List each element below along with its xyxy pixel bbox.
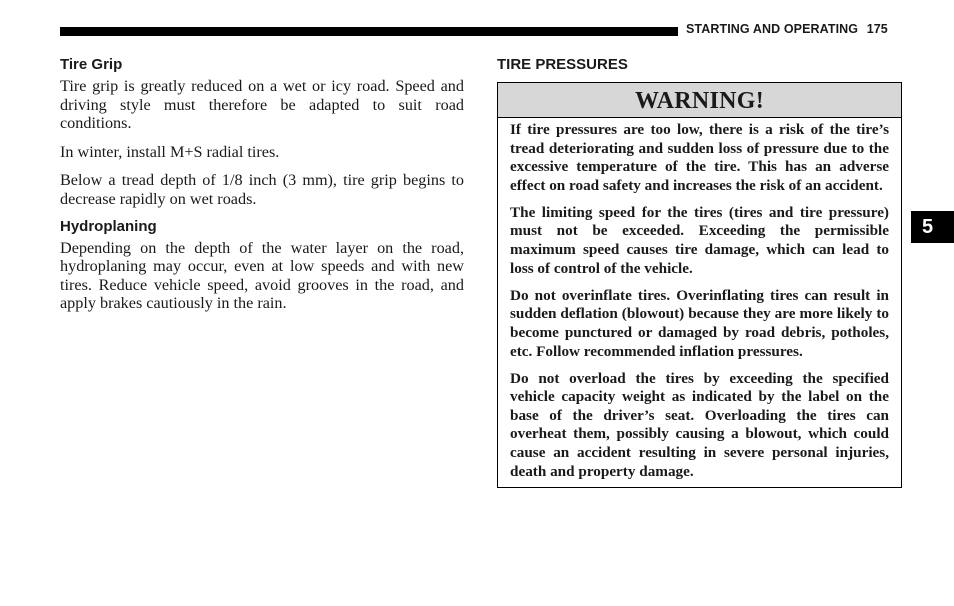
tire-pressures-heading: TIRE PRESSURES <box>497 56 628 73</box>
right-column <box>497 55 901 488</box>
warning-paragraph-2: The limiting speed for the tires (tires and tire pressure) must not be exceeded. Exceeding the permissible maximum speed causes tire damage, which can lead to loss of control of the vehicle. <box>510 203 889 277</box>
warning-title: WARNING! <box>498 83 901 118</box>
section-title: STARTING AND OPERATING <box>686 22 859 36</box>
header-rule <box>60 27 678 36</box>
warning-box <box>497 82 902 488</box>
warning-paragraph-4: Do not overload the tires by exceeding the specified vehicle capacity weight as indicated by the label on the base of the driver’s seat. Overloading the tires can overheat them, possibly causing a blowout, which could cause an accident resulting in severe personal injuries, death and property damage. <box>510 369 889 480</box>
tire-grip-paragraph-1: Tire grip is greatly reduced on a wet or icy road. Speed and driving style must therefore be adapted to suit road conditions. <box>60 77 464 133</box>
hydroplaning-paragraph: Depending on the depth of the water layer on the road, hydroplaning may occur, even at low speeds and with new tires. Reduce vehicle speed, avoid grooves in the road, and apply brakes cautiously in the rain. <box>60 238 464 313</box>
tire-grip-paragraph-3: Below a tread depth of 1/8 inch (3 mm), tire grip begins to decrease rapidly on wet roads. <box>60 171 464 208</box>
tire-grip-paragraph-2: In winter, install M+S radial tires. <box>60 142 280 161</box>
warning-paragraph-3: Do not overinflate tires. Overinflating tires can result in sudden deflation (blowout) because they are more likely to become punctured or damaged by road debris, potholes, etc. Follow recommended inflation pressures. <box>510 286 889 360</box>
running-header <box>686 22 888 36</box>
chapter-tab: 5 <box>911 211 954 243</box>
warning-paragraph-1: If tire pressures are too low, there is a risk of the tire’s tread deteriorating and sudden loss of pressure due to the excessive temperature of the tire. This has an adverse effect on road safety and increases the risk of an accident. <box>510 121 889 194</box>
hydroplaning-heading: Hydroplaning <box>60 217 157 235</box>
page-number: 175 <box>866 22 888 36</box>
left-column <box>60 55 464 313</box>
warning-body <box>498 118 901 487</box>
tire-grip-heading: Tire Grip <box>60 56 123 73</box>
